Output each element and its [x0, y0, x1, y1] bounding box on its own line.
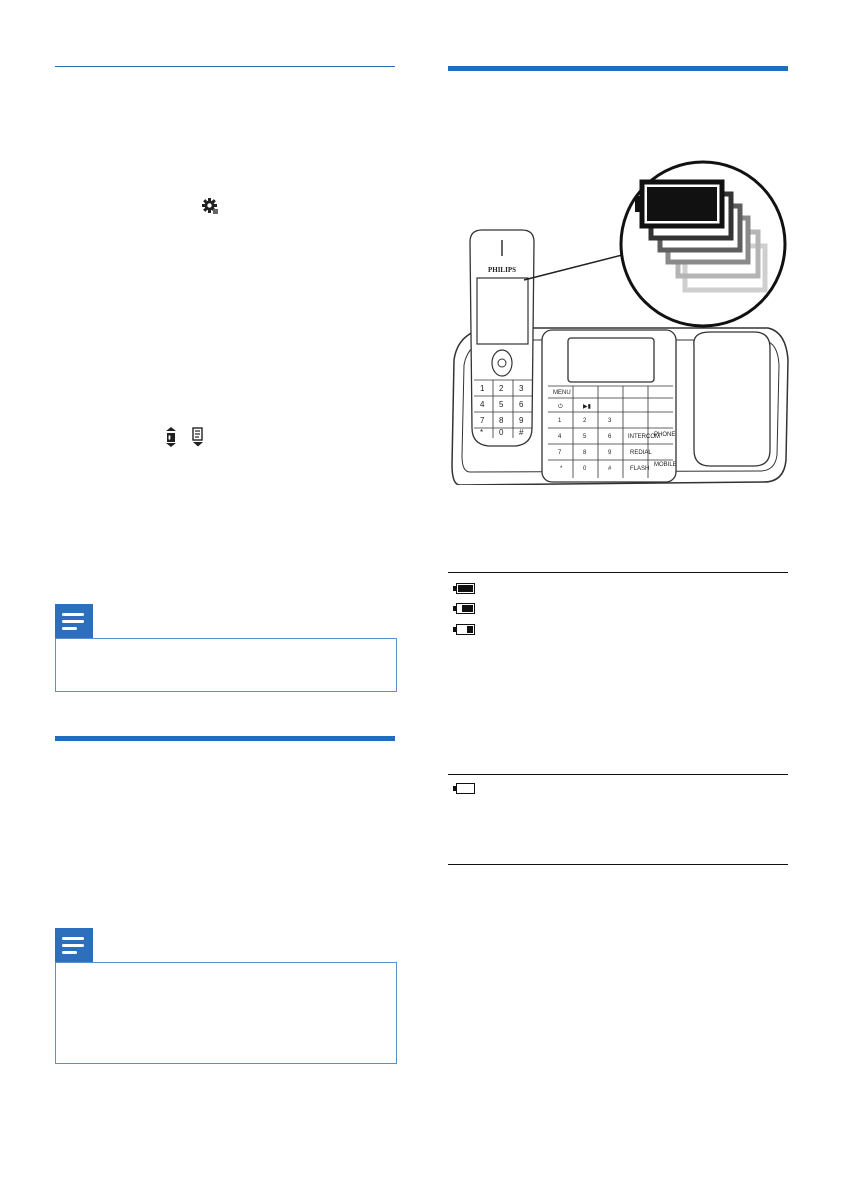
- table-bottom-rule: [448, 864, 788, 865]
- phone-battery-illustration: [448, 160, 793, 485]
- svg-text:FLASH: FLASH: [630, 466, 650, 472]
- svg-text:▶▮: ▶▮: [583, 404, 591, 410]
- svg-text:4: 4: [558, 434, 562, 440]
- battery-empty-icon: [456, 783, 475, 794]
- table-top-rule: [448, 572, 788, 573]
- svg-text:PHONE: PHONE: [654, 432, 676, 438]
- section-rule-top-left: [55, 66, 395, 67]
- battery-one-third-icon: [456, 624, 475, 635]
- svg-text:5: 5: [583, 434, 587, 440]
- svg-text:1: 1: [558, 418, 562, 424]
- svg-text:*: *: [480, 428, 484, 437]
- handset-scroll-up-icon: [163, 427, 179, 447]
- svg-text:7: 7: [480, 416, 485, 425]
- svg-text:1: 1: [480, 384, 485, 393]
- table-row-rule: [448, 774, 788, 775]
- menu-scroll-down-icon: [190, 427, 206, 447]
- gear-icon: [201, 197, 219, 215]
- svg-text:#: #: [608, 466, 612, 472]
- svg-text:REDIAL: REDIAL: [630, 450, 652, 456]
- svg-text:#: #: [519, 428, 524, 437]
- svg-text:2: 2: [583, 418, 587, 424]
- svg-text:*: *: [560, 466, 563, 472]
- section-rule-left: [55, 736, 395, 741]
- svg-text:MOBILE: MOBILE: [654, 462, 677, 468]
- note-box: [55, 962, 397, 1064]
- svg-text:7: 7: [558, 450, 562, 456]
- battery-two-thirds-icon: [456, 603, 475, 614]
- brand-label: PHILIPS: [487, 266, 517, 274]
- section-rule-right: [448, 66, 788, 71]
- note-box: [55, 638, 397, 692]
- note-icon: [55, 604, 93, 638]
- svg-text:9: 9: [519, 416, 524, 425]
- svg-text:3: 3: [519, 384, 524, 393]
- svg-text:INTERCOM: INTERCOM: [628, 434, 660, 440]
- note-icon: [55, 928, 93, 962]
- svg-text:0: 0: [499, 428, 504, 437]
- svg-text:6: 6: [519, 400, 524, 409]
- svg-text:MENU: MENU: [553, 390, 571, 396]
- svg-text:8: 8: [499, 416, 504, 425]
- battery-full-icon: [456, 583, 475, 594]
- svg-text:9: 9: [608, 450, 612, 456]
- svg-text:3: 3: [608, 418, 612, 424]
- svg-text:5: 5: [499, 400, 504, 409]
- svg-text:⏻: ⏻: [558, 404, 563, 410]
- svg-text:4: 4: [480, 400, 485, 409]
- svg-text:8: 8: [583, 450, 587, 456]
- svg-text:2: 2: [499, 384, 504, 393]
- svg-text:0: 0: [583, 466, 587, 472]
- svg-text:6: 6: [608, 434, 612, 440]
